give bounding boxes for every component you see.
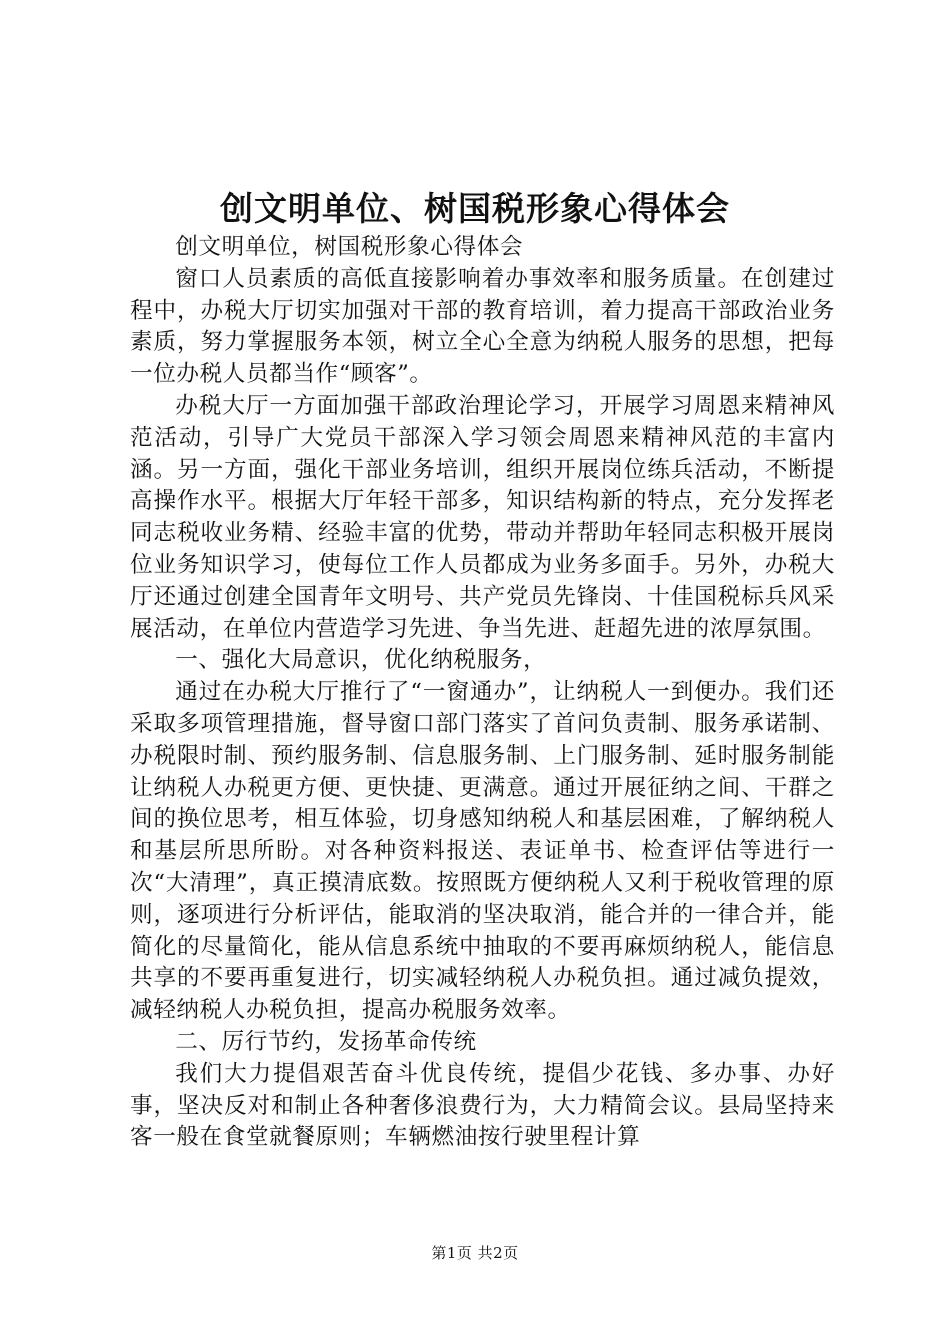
paragraph-subtitle: 创文明单位，树国税形象心得体会	[175, 234, 524, 260]
page-footer: 第1页 共2页	[431, 1244, 519, 1262]
document-title: 创文明单位、树国税形象心得体会	[220, 189, 730, 228]
paragraph: 办税大厅一方面加强干部政治理论学习，开展学习周恩来精神风范活动，引导广大党员干部深入学习领会周恩来精神风范的丰富内涵。另一方面，强化干部业务培训，组织开展岗位练兵活动，不断提高操作水平。根据大厅年轻干部多，知识结构新的特点，充分发挥老同志税收业务精、经验丰富的优势，带动并帮助年轻同志积极开展岗位业务知识学习，使每位工作人员都成为业务多面手。另外，办税大厅还通过创建全国青年文明号、共产党员先锋岗、十佳国税标兵风采展活动，在单位内营造学习先进、争当先进、赶超先进的浓厚氛围。	[130, 392, 835, 642]
document-body	[130, 232, 835, 1154]
section-heading: 二、厉行节约，发扬革命传统	[175, 1028, 477, 1055]
paragraph: 通过在办税大厅推行了“一窗通办”，让纳税人一到便办。我们还采取多项管理措施，督导窗口部门落实了首问负责制、服务承诺制、办税限时制、预约服务制、信息服务制、上门服务制、延时服务制能让纳税人办税更方便、更快捷、更满意。通过开展征纳之间、干群之间的换位思考，相互体验，切身感知纳税人和基层困难，了解纳税人和基层所思所盼。对各种资料报送、表证单书、检查评估等进行一次“大清理”，真正摸清底数。按照既方便纳税人又利于税收管理的原则，逐项进行分析评估，能取消的坚决取消，能合并的一律合并，能简化的尽量简化，能从信息系统中抽取的不要再麻烦纳税人，能信息共享的不要再重复进行，切实减轻纳税人办税负担。通过减负提效，减轻纳税人办税负担，提高办税服务效率。	[130, 679, 835, 1024]
section-heading: 一、强化大局意识，优化纳税服务，	[175, 647, 547, 674]
paragraph: 我们大力提倡艰苦奋斗优良传统，提倡少花钱、多办事、办好事，坚决反对和制止各种奢侈浪费行为，大力精简会议。县局坚持来客一般在食堂就餐原则；车辆燃油按行驶里程计算	[130, 1060, 835, 1151]
paragraph: 窗口人员素质的高低直接影响着办事效率和服务质量。在创建过程中，办税大厅切实加强对干部的教育培训，着力提高干部政治业务素质，努力掌握服务本领，树立全心全意为纳税人服务的思想，把每一位办税人员都当作“顾客”。	[130, 265, 835, 388]
